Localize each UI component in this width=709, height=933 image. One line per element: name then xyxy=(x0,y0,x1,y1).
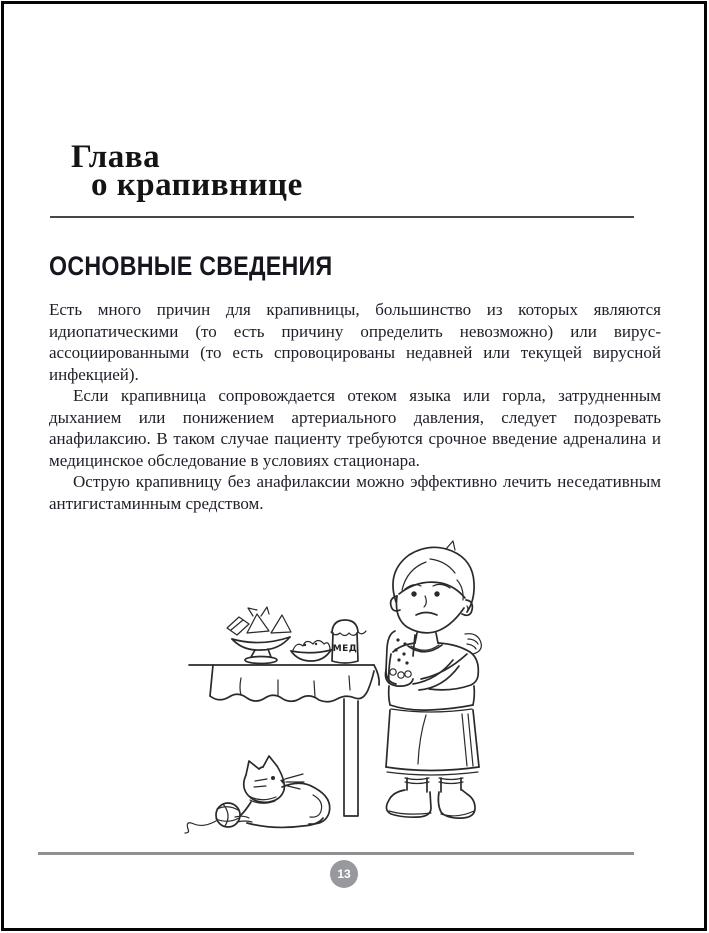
paragraph-causes: Есть много причин для крапивницы, большинство из которых являются идиопатическими (то есть причину определить невозможно) или вирус-ассоциированными (то есть спровоцированы недавней или текущей вирусной инфекцией). xyxy=(49,300,661,384)
cookie-bowl-drawing xyxy=(291,641,331,662)
footer-divider xyxy=(38,852,634,855)
cat-whiskers xyxy=(284,774,304,789)
paragraph-treatment: Острую крапивницу без анафилаксии можно эффективно лечить неседативным антигистаминным средством. xyxy=(49,472,661,513)
chapter-title-line1: Глава xyxy=(71,139,161,175)
cat-eye xyxy=(271,776,275,780)
boy-eye-left xyxy=(411,591,416,596)
chapter-title-line2: о крапивнице xyxy=(91,167,303,203)
boy-drawing xyxy=(385,541,481,818)
yarn-thread xyxy=(185,821,216,833)
boy-eye-right xyxy=(434,591,439,596)
body-text xyxy=(49,299,661,514)
section-heading: ОСНОВНЫЕ СВЕДЕНИЯ xyxy=(49,251,333,281)
title-divider xyxy=(50,216,634,218)
page-number: 13 xyxy=(337,867,351,881)
paragraph-anaphylaxis: Если крапивница сопровождается отеком языка или горла, затрудненным дыханием или понижением артериального давления, следует подозревать анафилаксию. В таком случае пациенту требуются срочное введение адреналина и медицинское обследование в условиях стационара. xyxy=(49,386,661,470)
cake-stand-drawing xyxy=(227,607,291,664)
honey-jar-label: МЕД xyxy=(332,644,358,654)
table-leg xyxy=(344,699,358,816)
honey-jar-drawing xyxy=(331,620,366,663)
page-number-badge xyxy=(330,860,358,888)
chapter-title xyxy=(71,139,303,203)
boy-sad-mouth xyxy=(416,613,437,616)
illustration-boy-with-hives xyxy=(183,538,513,843)
shorts-stripes xyxy=(462,714,473,766)
table-drawing xyxy=(189,665,379,816)
cat-drawing xyxy=(185,756,330,833)
boy-nose xyxy=(424,596,426,607)
